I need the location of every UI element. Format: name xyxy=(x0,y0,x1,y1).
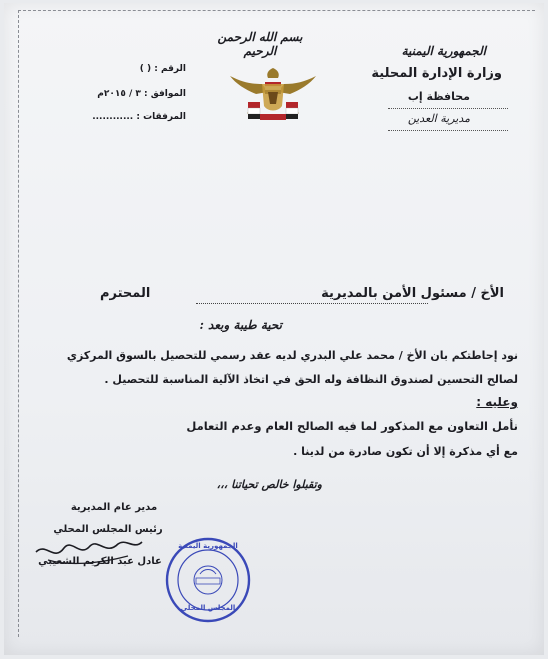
greeting: تحية طيبة وبعد : xyxy=(199,318,282,332)
addressee-line: الأخ / مسئول الأمن بالمديرية xyxy=(321,286,504,301)
body-line-1: نود إحاطتكم بان الأخ / محمد علي البدري لديه عقد رسمي للتحصيل بالسوق المركزي xyxy=(66,349,518,362)
stamp-bottom-text: المجلس المحلي xyxy=(180,604,236,612)
closing: وتقبلوا خالص تحياتنا ،،، xyxy=(216,478,322,491)
eagle-emblem-icon xyxy=(228,62,318,130)
district-underline xyxy=(388,130,508,131)
reference-attachments: المرفقات : ............ xyxy=(92,112,186,122)
body-line-4: مع أي مذكرة إلا أن تكون صادرة من لدينا . xyxy=(293,445,518,458)
reference-date: الموافق : ٣ / ٢٠١٥م xyxy=(97,89,186,99)
basmala: بسم الله الرحمن الرحيم xyxy=(217,30,303,58)
addressee-underline xyxy=(196,303,428,304)
section-label: وعليه : xyxy=(476,395,518,409)
body-line-3: نأمل التعاون مع المذكور لما فيه الصالح العام وعدم التعامل xyxy=(186,419,518,433)
honorific: المحترم xyxy=(100,286,151,301)
signatory-title-1: مدير عام المديرية xyxy=(70,502,158,513)
body-line-2: لصالح التحسين لصندوق النظافة وله الحق في اتخاذ الآلية المناسبة للتحصيل . xyxy=(104,373,518,386)
stamp-top-text: الجمهورية اليمنية xyxy=(178,542,238,550)
reference-number: الرقم : ( ) xyxy=(139,64,186,74)
governorate-underline xyxy=(388,108,508,109)
signatory-name: عادل عبد الكريم الشعيبي xyxy=(38,556,162,567)
letterhead-ministry: وزارة الإدارة المحلية xyxy=(371,66,502,81)
letterhead-district: مديرية العدين xyxy=(407,112,470,125)
letterhead-country: الجمهورية اليمنية xyxy=(401,44,486,58)
letterhead-governorate: محافظة إب xyxy=(407,90,470,103)
signatory-title-2: رئيس المجلس المحلي xyxy=(53,524,163,535)
